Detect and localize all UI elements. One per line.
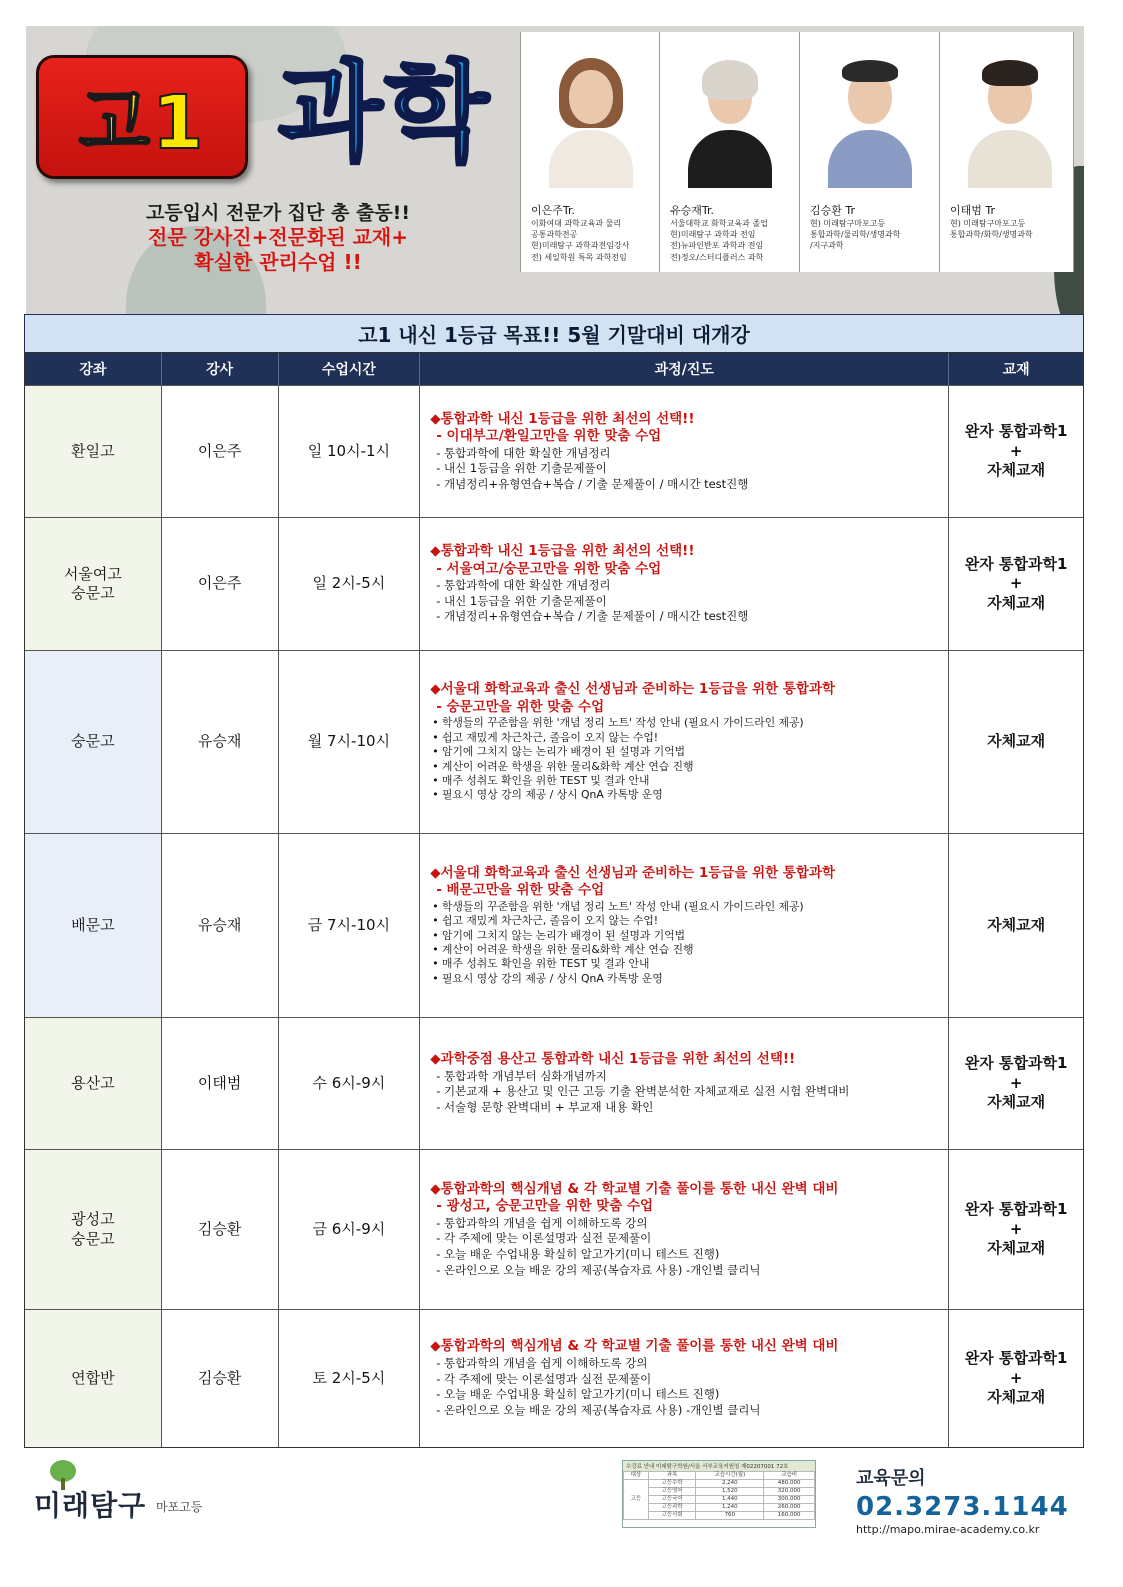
contact-block — [856, 1464, 1069, 1536]
time-cell: 금 7시-10시 — [279, 834, 421, 1017]
curriculum-sub: - 숭문고만을 위한 맞춤 수업 — [436, 698, 605, 715]
grade-badge — [36, 55, 248, 179]
tuition-cell: 300,000 — [764, 1496, 815, 1504]
textbook-cell: 완자 통합과학1 + 자체교재 — [964, 1054, 1068, 1112]
tuition-header: 교습비 — [764, 1472, 815, 1480]
curriculum-sub: - 광성고, 숭문고만을 위한 맞춤 수업 — [436, 1198, 654, 1215]
tuition-cell: 1,240 — [696, 1504, 764, 1512]
tuition-cell: 320,000 — [764, 1488, 815, 1496]
schedule-table — [24, 352, 1084, 1448]
table-row — [25, 833, 1083, 1017]
tuition-cell: 고등수학 — [648, 1480, 696, 1488]
tuition-cell: 1,440 — [696, 1496, 764, 1504]
tuition-cell: 고등국어 — [648, 1496, 696, 1504]
logo-sub: 마포고등 — [156, 1500, 203, 1514]
website-link[interactable]: http://mapo.mirae-academy.co.kr — [856, 1523, 1040, 1536]
teacher-photo — [680, 48, 780, 188]
teacher-card — [800, 32, 940, 272]
curriculum-item: • 쉽고 재밌게 차근차근, 졸음이 오지 않는 수업! — [432, 730, 659, 744]
curriculum-item: • 암기에 그치지 않는 논리가 배경이 된 설명과 기억법 — [432, 745, 686, 759]
teacher-photo — [960, 48, 1060, 188]
curriculum-headline: ◆통합과학 내신 1등급을 위한 최선의 선택!! — [430, 410, 695, 427]
teacher-cell: 이은주 — [162, 386, 279, 517]
teacher-photo — [820, 48, 920, 188]
tuition-cell: 760 — [696, 1512, 764, 1520]
curriculum-item: - 온라인으로 오늘 배운 강의 제공(복습자료 사용) -개인별 클리닉 — [436, 1262, 761, 1277]
tagline-line-3: 확실한 관리수업 !! — [194, 249, 362, 274]
time-cell: 금 6시-9시 — [279, 1150, 421, 1309]
teacher-card — [520, 32, 660, 272]
curriculum-item: - 서술형 문항 완벽대비 + 부교재 내용 확인 — [436, 1100, 654, 1115]
table-row — [25, 1149, 1083, 1309]
teacher-cell: 이태범 — [162, 1018, 279, 1149]
tuition-header: 과목 — [648, 1472, 696, 1480]
curriculum-cell — [420, 386, 949, 517]
teacher-name: 김승환 Tr — [810, 204, 855, 217]
curriculum-item: - 각 주제에 맞는 이론설명과 실전 문제풀이 — [436, 1231, 652, 1246]
curriculum-item: - 내신 1등급을 위한 기출문제풀이 — [436, 461, 607, 476]
tagline-line-1: 고등입시 전문가 집단 총 출동!! — [145, 202, 411, 224]
school-cell: 용산고 — [25, 1018, 162, 1149]
curriculum-headline: ◆서울대 화학교육과 출신 선생님과 준비하는 1등급을 위한 통합과학 — [430, 864, 836, 881]
curriculum-item: - 각 주제에 맞는 이론설명과 실전 문제풀이 — [436, 1371, 652, 1386]
school-cell: 연합반 — [25, 1310, 162, 1447]
school-cell: 환일고 — [25, 386, 162, 517]
subject-title: 과학 — [278, 51, 491, 176]
logo-name: 미래탐구 — [34, 1489, 147, 1522]
curriculum-item: - 기본교재 + 용산고 및 인근 고등 기출 완벽분석한 자체교재로 실전 시험 완벽대비 — [436, 1084, 850, 1099]
teacher-desc: 현) 미래탐구마포고등 통합과학/물리학/생명과학 /지구과학 — [810, 219, 901, 251]
curriculum-item: - 개념정리+유형연습+복습 / 기출 문제풀이 / 매시간 test진행 — [436, 476, 749, 491]
schedule-title: 고1 내신 1등급 목표!! 5월 기말대비 대개강 — [24, 314, 1084, 352]
textbook-cell: 완자 통합과학1 + 자체교재 — [964, 1349, 1068, 1407]
tuition-cell: 2,240 — [696, 1480, 764, 1488]
tuition-cell: 480,000 — [764, 1480, 815, 1488]
table-row — [25, 1017, 1083, 1149]
time-cell: 일 10시-1시 — [279, 386, 421, 517]
tuition-header: 대상 — [624, 1472, 649, 1480]
curriculum-cell — [420, 651, 949, 833]
tuition-cell: 고등영어 — [648, 1488, 696, 1496]
table-row — [25, 385, 1083, 517]
time-cell: 수 6시-9시 — [279, 1018, 421, 1149]
header-time: 수업시간 — [279, 353, 421, 385]
textbook-cell: 완자 통합과학1 + 자체교재 — [964, 554, 1068, 612]
curriculum-sub: - 배문고만을 위한 맞춤 수업 — [436, 882, 605, 899]
curriculum-sub: - 서울여고/숭문고만을 위한 맞춤 수업 — [436, 560, 662, 577]
school-cell: 배문고 — [25, 834, 162, 1017]
curriculum-cell — [420, 834, 949, 1017]
curriculum-item: • 암기에 그치지 않는 논리가 배경이 된 설명과 기억법 — [432, 928, 686, 942]
teacher-card — [940, 32, 1074, 272]
curriculum-item: - 통합과학에 대한 확실한 개념정리 — [436, 445, 611, 460]
time-cell: 토 2시-5시 — [279, 1310, 421, 1447]
academy-logo[interactable] — [34, 1460, 234, 1530]
teacher-name: 유승재Tr. — [670, 204, 714, 217]
curriculum-item: • 쉽고 재밌게 차근차근, 졸음이 오지 않는 수업! — [432, 914, 659, 928]
curriculum-item: • 학생들의 꾸준함을 위한 '개념 정리 노트' 작성 안내 (필요시 가이드라인 제공) — [432, 899, 804, 913]
time-cell: 일 2시-5시 — [279, 518, 421, 650]
teacher-profiles — [520, 32, 1074, 272]
teacher-desc: 서울대학교 화학교육과 졸업 현)미래탐구 과학과 전임 전)뉴파인반포 과학과 전임 전)정오/스터디플러스 과학 — [670, 219, 768, 262]
header-course: 강좌 — [25, 353, 162, 385]
table-header-row — [25, 353, 1083, 385]
textbook-cell: 자체교재 — [987, 732, 1046, 751]
curriculum-sub: - 이대부고/환일고만을 위한 맞춤 수업 — [436, 428, 662, 445]
curriculum-item: - 통합과학 개념부터 심화개념까지 — [436, 1068, 607, 1083]
tuition-cell: 고등과학 — [648, 1504, 696, 1512]
curriculum-item: • 계산이 어려운 학생을 위한 물리&화학 계산 연습 진행 — [432, 759, 694, 773]
teacher-desc: 이화여대 과학교육과 물리 공통과학전공 현)미래탐구 과학과전임강사 전) 세일학원 특목 과학전임 — [531, 219, 630, 262]
header-teacher: 강사 — [162, 353, 279, 385]
teacher-cell: 이은주 — [162, 518, 279, 650]
tuition-cell: 고등사회 — [648, 1512, 696, 1520]
curriculum-item: - 통합과학에 대한 확실한 개념정리 — [436, 578, 611, 593]
curriculum-item: - 통합과학의 개념을 쉽게 이해하도록 강의 — [436, 1356, 648, 1371]
teacher-name: 이은주Tr. — [531, 204, 575, 217]
table-row — [25, 650, 1083, 833]
grade-badge-text: 고1 — [78, 80, 206, 166]
tuition-caption: 수강료 안내 미래탐구학원/서울 서부교육지원청 제02207001 72호 — [623, 1461, 815, 1471]
curriculum-item: • 필요시 영상 강의 제공 / 상시 QnA 카톡방 운영 — [432, 971, 663, 985]
curriculum-headline: ◆과학중점 용산고 통합과학 내신 1등급을 위한 최선의 선택!! — [430, 1051, 796, 1068]
tuition-table — [622, 1460, 816, 1528]
school-cell: 광성고 숭문고 — [25, 1150, 162, 1309]
teacher-photo — [541, 48, 641, 188]
tuition-cell: 260,000 — [764, 1504, 815, 1512]
curriculum-item: - 온라인으로 오늘 배운 강의 제공(복습자료 사용) -개인별 클리닉 — [436, 1402, 761, 1417]
curriculum-item: • 계산이 어려운 학생을 위한 물리&화학 계산 연습 진행 — [432, 943, 694, 957]
curriculum-item: - 내신 1등급을 위한 기출문제풀이 — [436, 593, 607, 608]
textbook-cell: 자체교재 — [987, 915, 1046, 934]
tuition-cell: 1,520 — [696, 1488, 764, 1496]
time-cell: 월 7시-10시 — [279, 651, 421, 833]
header-curriculum: 과정/진도 — [420, 353, 949, 385]
teacher-cell: 유승재 — [162, 834, 279, 1017]
teacher-desc: 현) 미래탐구마포고등 통합과학/화학/생명과학 — [950, 219, 1033, 240]
contact-label: 교육문의 — [856, 1468, 926, 1489]
teacher-cell: 김승환 — [162, 1310, 279, 1447]
curriculum-headline: ◆통합과학의 핵심개념 & 각 학교별 기출 풀이를 통한 내신 완벽 대비 — [430, 1338, 839, 1355]
teacher-name: 이태범 Tr — [950, 204, 995, 217]
textbook-cell: 완자 통합과학1 + 자체교재 — [964, 1200, 1068, 1258]
curriculum-item: - 오늘 배운 수업내용 확실히 알고가기(미니 테스트 진행) — [436, 1247, 720, 1262]
tuition-grid — [623, 1471, 815, 1520]
header-textbook: 교재 — [1002, 362, 1030, 378]
curriculum-item: • 매주 성취도 확인을 위한 TEST 및 결과 안내 — [432, 773, 650, 787]
school-cell: 서울여고 숭문고 — [25, 518, 162, 650]
curriculum-item: • 학생들의 꾸준함을 위한 '개념 정리 노트' 작성 안내 (필요시 가이드라인 제공) — [432, 716, 804, 730]
curriculum-cell — [420, 1150, 949, 1309]
phone-number[interactable]: 02.3273.1144 — [856, 1492, 1069, 1522]
curriculum-item: - 통합과학의 개념을 쉽게 이해하도록 강의 — [436, 1215, 648, 1230]
tuition-group: 고등 — [624, 1480, 649, 1520]
teacher-cell: 유승재 — [162, 651, 279, 833]
curriculum-cell — [420, 518, 949, 650]
tuition-header: 교습시간(월) — [696, 1472, 764, 1480]
tagline — [98, 202, 458, 274]
curriculum-headline: ◆통합과학의 핵심개념 & 각 학교별 기출 풀이를 통한 내신 완벽 대비 — [430, 1180, 839, 1197]
tagline-line-2: 전문 강사진+전문화된 교재+ — [148, 225, 408, 250]
curriculum-cell — [420, 1310, 949, 1447]
curriculum-headline: ◆서울대 화학교육과 출신 선생님과 준비하는 1등급을 위한 통합과학 — [430, 681, 836, 698]
teacher-cell: 김승환 — [162, 1150, 279, 1309]
curriculum-item: • 필요시 영상 강의 제공 / 상시 QnA 카톡방 운영 — [432, 788, 663, 802]
curriculum-item: - 개념정리+유형연습+복습 / 기출 문제풀이 / 매시간 test진행 — [436, 609, 749, 624]
curriculum-item: - 오늘 배운 수업내용 확실히 알고가기(미니 테스트 진행) — [436, 1387, 720, 1402]
curriculum-item: • 매주 성취도 확인을 위한 TEST 및 결과 안내 — [432, 957, 650, 971]
table-row — [25, 1309, 1083, 1447]
curriculum-cell — [420, 1018, 949, 1149]
table-row — [25, 517, 1083, 650]
tuition-cell: 160,000 — [764, 1512, 815, 1520]
curriculum-headline: ◆통합과학 내신 1등급을 위한 최선의 선택!! — [430, 543, 695, 560]
school-cell: 숭문고 — [25, 651, 162, 833]
textbook-cell: 완자 통합과학1 + 자체교재 — [964, 422, 1068, 480]
teacher-card — [660, 32, 800, 272]
